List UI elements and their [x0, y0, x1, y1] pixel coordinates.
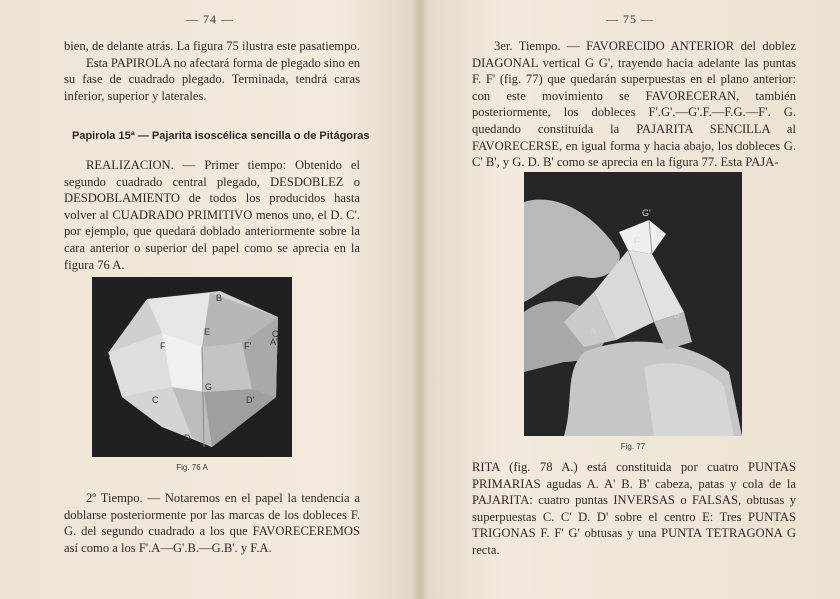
figure-label: G' [642, 208, 651, 218]
paragraph: Esta PAPIROLA no afectará forma de plegado sino en su fase de cuadrado plegado. Terminada, tendrá caras inferior, superior y laterales. [64, 55, 360, 103]
figure-label: D' [246, 395, 255, 405]
text-block [64, 157, 360, 273]
figure-label: F' [244, 341, 252, 351]
figure-label: A [590, 326, 597, 336]
text-block [64, 38, 360, 104]
figure-label: C' [272, 329, 281, 339]
right-page [420, 0, 840, 599]
paragraph: 3er. Tiempo. — FAVORECIDO ANTERIOR del doblez DIAGONAL vertical G G', trayendo hacia adelante las puntas F. F' (fig. 77) que quedarán superpuestas en el plano anterior: con este movimiento se FAVORECERAN, también posteriormente, los dobleces F'.G'.—G'.F.—F.G.—F'. G. quedando constituída la PAJARITA SENCILLA al FAVORECERSE, en igual forma y hacia abajo, los dobleces G. C' B', y G. D. B' como se aprecia en la figura 77. Esta PAJA- [472, 39, 796, 170]
figure-label: E [204, 327, 211, 337]
paragraph: 2º Tiempo. — Notaremos en el papel la tendencia a doblarse posteriormente por las marcas de los dobleces F. G. del segundo cuadrado a los que FAVORECEREMOS así como a los F'.A—G'.B.—G.B'. y F.A. [64, 491, 360, 555]
text-block [472, 38, 796, 171]
text-block [472, 459, 796, 559]
section-heading: Papirola 15ª — Pajarita isoscélica sencilla o de Pitágoras [72, 130, 370, 142]
figure-label: B [674, 310, 681, 320]
paragraph: REALIZACION. — Primer tiempo: Obtenido el segundo cuadrado central plegado, DESDOBLEZ o DESDOBLAMIENTO de todos los producidos hasta volver al CUADRADO PRIMITIVO menos uno, el D. C'. por ejemplo, que quedará doblado anteriormente sobre la cara anterior o superior del papel como se aprecia en la figura 76 A. [64, 158, 360, 272]
figure-label: B [216, 293, 223, 303]
figure-label: G [205, 382, 213, 392]
figure-label: A' [270, 337, 278, 347]
page-number: — 75 — [606, 12, 654, 26]
figure-label: A [104, 349, 111, 359]
figure-label: C [152, 395, 159, 405]
figure-label: F' [656, 230, 664, 240]
figure-76a-photo [92, 277, 292, 457]
figure-caption: Fig. 76 A [176, 463, 208, 472]
text-block [64, 490, 360, 556]
figure-label: D [184, 433, 191, 443]
figure-77-photo [524, 172, 742, 436]
paragraph: bien, de delante atrás. La figura 75 ilustra este pasatiempo. [64, 39, 360, 53]
figure-label: F [634, 236, 640, 246]
figure-label: F [160, 341, 166, 351]
page-number: — 74 — [186, 12, 234, 26]
paragraph: RITA (fig. 78 A.) está constituida por cuatro PUNTAS PRIMARIAS agudas A. A' B. B' cabeza, patas y cola de la PAJARITA: cuatro puntas INVERSAS o FALSAS, obtusas y superpuestas C. C' D. D' sobre el centro E: Tres PUNTAS TRIGONAS F. F' G' obtusas y una PUNTA TETRAGONA G recta. [472, 460, 796, 557]
figure-caption: Fig. 77 [620, 442, 646, 451]
